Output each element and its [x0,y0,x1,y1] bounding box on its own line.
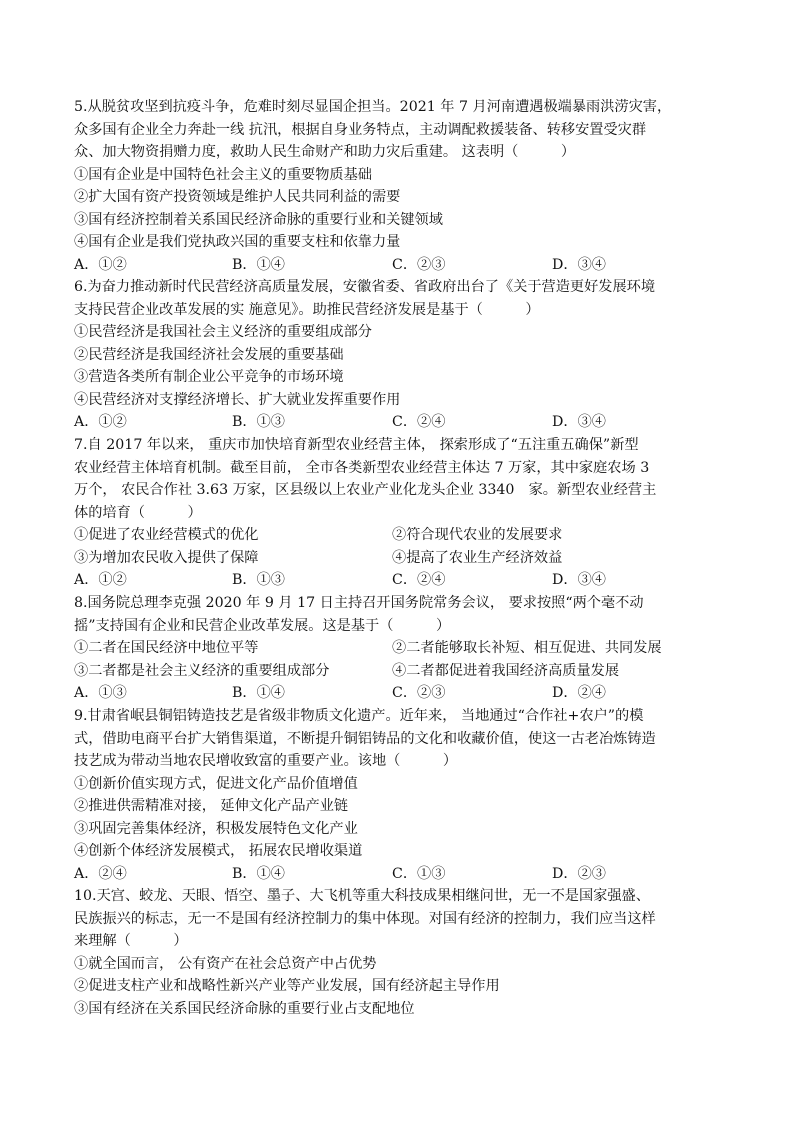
choice-b: B．①③ [232,572,285,588]
question-7-option: ②符合现代农业的发展要求 [392,527,563,543]
choice-c: C．①③ [392,865,446,882]
question-9-stem-line: 9.甘肃省岷县铜铝铸造技艺是省级非物质文化遗产。近年来， 当地通过“合作社+农户”的模 [74,708,644,724]
question-5-option: ②扩大国有资产投资领域是维护人民共同利益的需要 [74,189,401,205]
question-9-option: ③巩固完善集体经济，积极发展特色文化产业 [74,820,358,837]
question-7-option: ④提高了农业生产经济效益 [392,549,563,566]
question-9-option: ①创新价值实现方式，促进文化产品价值增值 [74,775,358,792]
choice-a: A．①③ [74,685,127,701]
question-7-option-row [74,524,754,547]
question-9-stem-line: 技艺成为带动当地农民增收致富的重要产业。该地（ ） [74,753,458,769]
question-5 [74,96,754,276]
choice-d: D．②④ [552,685,606,701]
question-6-stem-line: 支持民营企业改革发展的实 施意见》。助推民营经济发展是基于（ ） [74,301,540,318]
question-6-option: ①民营经济是我国社会主义经济的重要组成部分 [74,324,372,340]
choice-b: B．①④ [232,685,285,701]
question-7 [74,434,754,592]
choice-b: B．①④ [232,256,285,273]
question-6-option: ④民营经济对支撑经济增长、扩大就业发挥重要作用 [74,391,401,408]
question-7-option: ①促进了农业经营模式的优化 [74,527,259,543]
question-6-option: ②民营经济是我国经济社会发展的重要基础 [74,346,344,363]
question-8-option: ④二者都促进着我国经济高质量发展 [392,662,620,679]
question-6-stem-line: 6.为奋力推动新时代民营经济高质量发展，安徽省委、省政府出台了《关于营造更好发展环境 [74,279,656,295]
question-5-stem-line: 众多国有企业全力奔赴一线 抗汛，根据自身业务特点，主动调配救援装备、转移安置受灾群 [74,121,647,138]
question-6-option: ③营造各类所有制企业公平竞争的市场环境 [74,369,344,385]
question-10-option: ①就全国而言， 公有资产在社会总资产中占优势 [74,955,377,972]
choice-c: C．②③ [392,685,446,701]
choice-d: D．③④ [552,256,606,273]
question-7-choices [74,569,754,592]
choice-a: A．①② [74,572,127,588]
question-8-option-row [74,660,754,683]
question-8-option: ②二者能够取长补短、相互促进、共同发展 [392,640,662,656]
choice-d: D．②③ [552,865,606,882]
choice-b: B．①④ [232,865,285,882]
choice-b: B．①③ [232,414,285,430]
question-9 [74,705,754,885]
question-9-choices [74,863,754,886]
question-10 [74,885,754,1020]
question-10-stem-line: 民族振兴的标志，无一不是国有经济控制力的集中体现。对国有经济的控制力，我们应当这样 [74,910,656,927]
question-6 [74,276,754,434]
choice-a: A．②④ [74,865,127,882]
question-7-option-row [74,547,754,570]
question-6-choices [74,411,754,434]
question-8-choices [74,682,754,705]
question-10-stem-line: 10.天宫、蛟龙、天眼、悟空、墨子、大飞机等重大科技成果相继问世，无一不是国家强盛、 [74,888,650,904]
choice-d: D．③④ [552,572,606,588]
question-10-stem-line: 来理解（ ） [74,933,188,949]
choice-a: A．①② [74,414,127,430]
question-7-stem-line: 农业经营主体培育机制。截至目前， 全市各类新型农业经营主体达 7 万家，其中家庭农场 3 [74,459,650,476]
choice-d: D．③④ [552,414,606,430]
question-5-stem-line: 5.从脱贫攻坚到抗疫斗争，危难时刻尽显国企担当。2021 年 7 月河南遭遇极端暴雨洪涝灾害， [74,99,672,115]
question-9-stem-line: 式，借助电商平台扩大销售渠道，不断提升铜铝铸品的文化和收藏价值，使这一古老冶炼铸造 [74,730,656,747]
question-8-stem-line: 摇”支持国有企业和民营企业改革发展。这是基于（ ） [74,617,451,634]
question-5-option: ③国有经济控制着关系国民经济命脉的重要行业和关键领域 [74,211,443,228]
question-8 [74,592,754,705]
question-7-stem-line: 7.自 2017 年以来， 重庆市加快培育新型农业经营主体， 探索形成了“五注重五确保”新型 [74,437,639,453]
choice-a: A．①② [74,256,127,273]
question-10-option: ②促进支柱产业和战略性新兴产业等产业发展，国有经济起主导作用 [74,978,500,994]
question-8-option: ①二者在国民经济中地位平等 [74,640,259,656]
question-9-option: ④创新个体经济发展模式， 拓展农民增收渠道 [74,843,363,859]
question-7-stem-line: 体的培育（ ） [74,504,202,521]
choice-c: C．②③ [392,256,446,273]
question-7-option: ③为增加农民收入提供了保障 [74,549,259,566]
question-5-stem-line: 众、加大物资捐赠力度，救助人民生命财产和助力灾后重建。 这表明（ ） [74,144,576,160]
choice-c: C．②④ [392,572,446,588]
question-5-choices [74,254,754,277]
question-8-option-row [74,637,754,660]
question-7-stem-line: 万个， 农民合作社 3.63 万家，区县级以上农业产业化龙头企业 3340 家。新型农业经营主 [74,482,657,498]
question-5-option: ④国有企业是我们党执政兴国的重要支柱和依靠力量 [74,234,401,250]
question-10-option: ③国有经济在关系国民经济命脉的重要行业占支配地位 [74,1000,415,1017]
question-9-option: ②推进供需精准对接， 延伸文化产品产业链 [74,798,349,814]
question-5-option: ①国有企业是中国特色社会主义的重要物质基础 [74,166,372,183]
question-8-option: ③二者都是社会主义经济的重要组成部分 [74,662,330,679]
choice-c: C．②④ [392,414,446,430]
question-8-stem-line: 8.国务院总理李克强 2020 年 9 月 17 日主持召开国务院常务会议， 要求按照“两个毫不动 [74,595,644,611]
